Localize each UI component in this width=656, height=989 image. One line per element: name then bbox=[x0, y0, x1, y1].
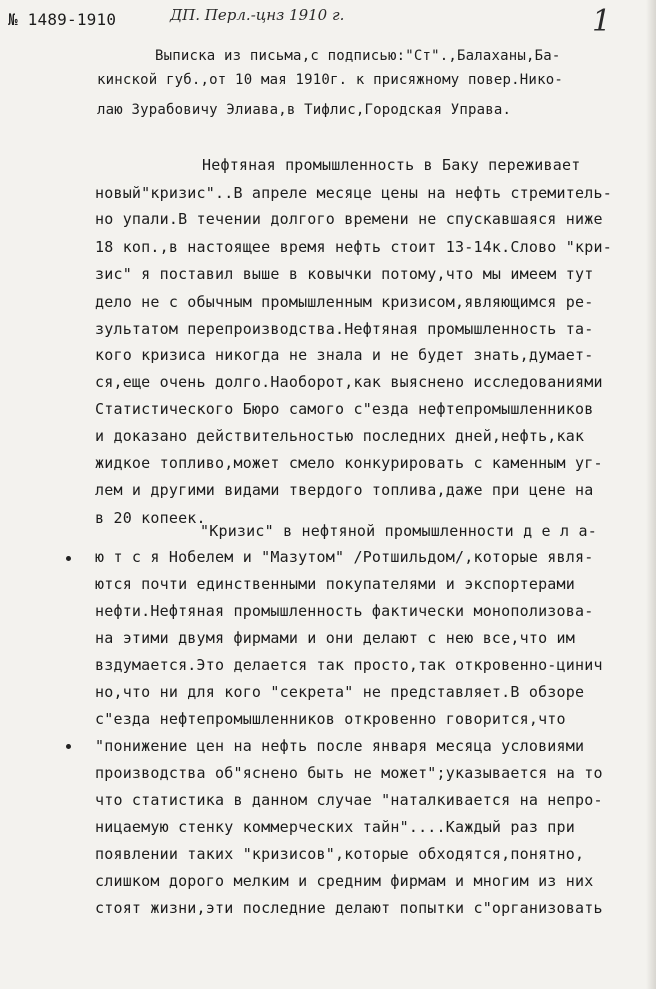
text-line: зис" я поставил выше в ковычки потому,что мы имеем тут bbox=[95, 265, 594, 283]
doc-number: № 1489-1910 bbox=[8, 10, 117, 29]
title-line: лаю Зурабовичу Элиава,в Тифлис,Городская Управа. bbox=[97, 102, 512, 118]
text-line: вздумается.Это делается так просто,так откровенно-цинич bbox=[95, 656, 603, 674]
text-line: нефти.Нефтяная промышленность фактически монополизова- bbox=[95, 602, 594, 620]
text-line: лем и другими видами твердого топлива,даже при цене на bbox=[95, 481, 594, 499]
handwritten-note: ДП. Перл.-цнз 1910 г. bbox=[170, 6, 345, 24]
title-line: кинской губ.,от 10 мая 1910г. к присяжному повер.Нико- bbox=[97, 72, 563, 88]
text-line: но упали.В течении долгого времени не спускавшаяся ниже bbox=[95, 210, 603, 228]
text-line: производства об"яснено быть не может";указывается на то bbox=[95, 764, 603, 782]
text-line: что статистика в данном случае "наталкивается на непро- bbox=[95, 791, 603, 809]
text-line: на этими двумя фирмами и они делают с нею все,что им bbox=[95, 629, 575, 647]
text-line: стоят жизни,эти последние делают попытки с"организовать bbox=[95, 899, 603, 917]
text-line: появлении таких "кризисов",которые обходятся,понятно, bbox=[95, 845, 585, 863]
margin-mark bbox=[66, 744, 71, 749]
text-line: Нефтяная промышленность в Баку переживает bbox=[202, 156, 581, 174]
text-line: жидкое топливо,может смело конкурировать с каменным уг- bbox=[95, 454, 603, 472]
text-line: но,что ни для кого "секрета" не представляет.В обзоре bbox=[95, 683, 585, 701]
text-line: "Кризис" в нефтяной промышленности д е л а- bbox=[200, 522, 597, 540]
text-line: зультатом перепроизводства.Нефтяная промышленность та- bbox=[95, 320, 594, 338]
text-line: новый"кризис"..В апреле месяце цены на нефть стремитель- bbox=[95, 184, 612, 202]
text-line: ю т с я Нобелем и "Мазутом" /Ротшильдом/,которые явля- bbox=[95, 548, 594, 566]
text-line: ницаемую стенку коммерческих тайн"....Каждый раз при bbox=[95, 818, 575, 836]
page-edge-shadow bbox=[646, 0, 656, 989]
text-line: дело не с обычным промышленным кризисом,являющимся ре- bbox=[95, 293, 594, 311]
title-line: Выписка из письма,с подписью:"Ст".,Балаханы,Ба- bbox=[155, 48, 561, 64]
text-line: в 20 копеек. bbox=[95, 509, 206, 527]
page-number: 1 bbox=[592, 4, 612, 39]
text-line: ся,еще очень долго.Наоборот,как выяснено исследованиями bbox=[95, 373, 603, 391]
text-line: ются почти единственными покупателями и экспортерами bbox=[95, 575, 575, 593]
text-line: и доказано действительностью последних дней,нефть,как bbox=[95, 427, 585, 445]
text-line: кого кризиса никогда не знала и не будет знать,думает- bbox=[95, 346, 594, 364]
text-line: 18 коп.,в настоящее время нефть стоит 13-14к.Слово "кри- bbox=[95, 238, 612, 256]
text-line: Статистического Бюро самого с"езда нефтепромышленников bbox=[95, 400, 594, 418]
text-line: "понижение цен на нефть после января месяца условиями bbox=[95, 737, 585, 755]
text-line: слишком дорого мелким и средним фирмам и многим из них bbox=[95, 872, 594, 890]
margin-mark bbox=[66, 556, 71, 561]
text-line: с"езда нефтепромышленников откровенно говорится,что bbox=[95, 710, 566, 728]
